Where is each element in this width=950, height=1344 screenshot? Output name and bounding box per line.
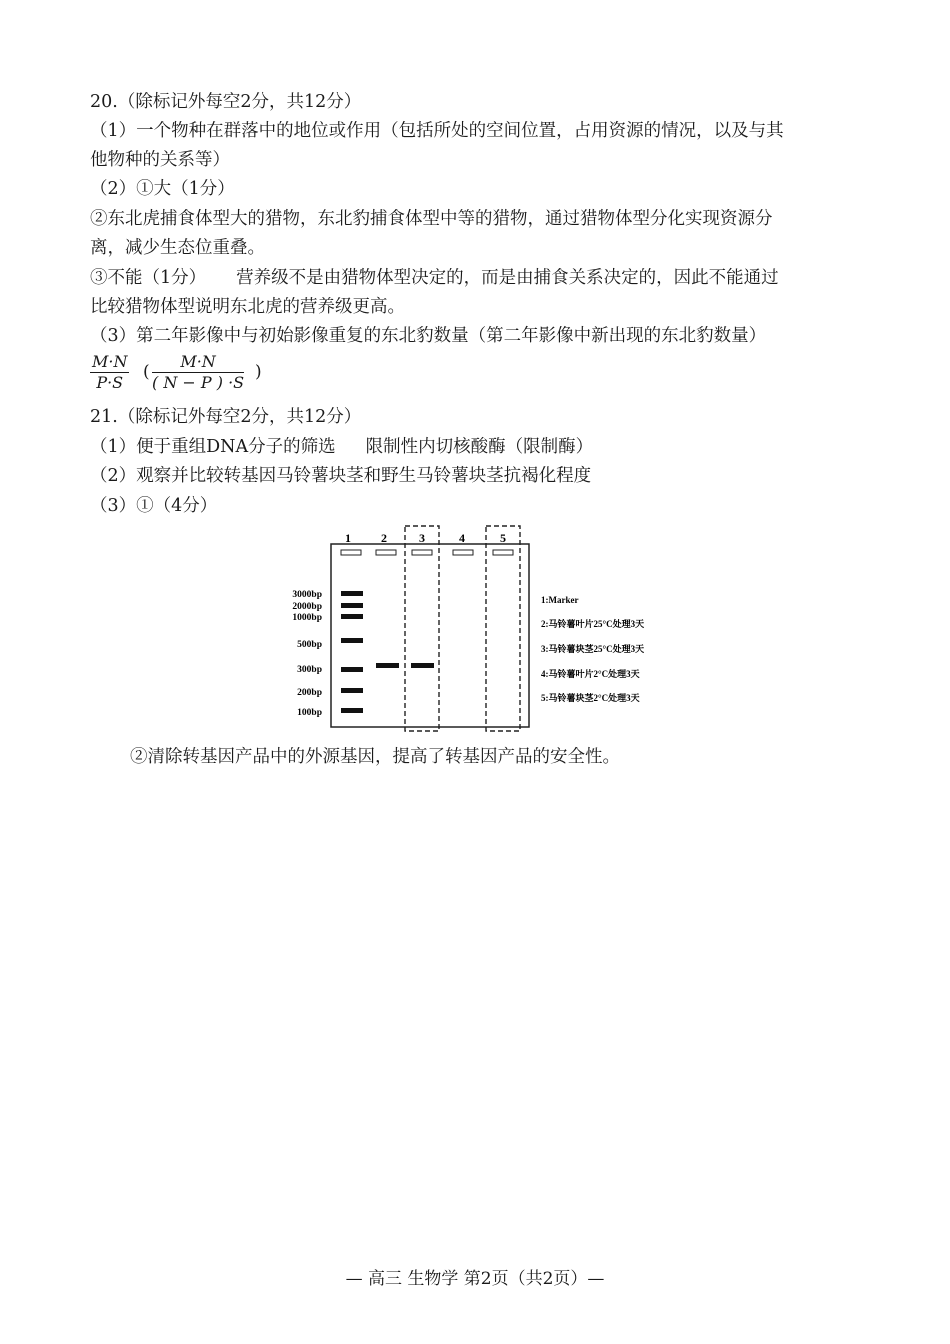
q20-header: 20.（除标记外每空2分，共12分） (90, 92, 362, 112)
marker-band-100bp (341, 708, 363, 713)
well-2 (376, 550, 396, 555)
q20-part2-answer3-reason: 营养级不是由猎物体型决定的，而是由捕食关系决定的，因此不能通过 (236, 268, 779, 288)
q21-part2: （2）观察并比较转基因马铃薯块茎和野生马铃薯块茎抗褐化程度 (90, 466, 592, 486)
q20-part2-answer2-line2: 离，减少生态位重叠。 (90, 238, 265, 258)
marker-label-1000bp: 1000bp (292, 613, 322, 623)
legend-item-2: 2:马铃薯叶片25°C处理3天 (541, 619, 645, 629)
q21-part1 (90, 435, 593, 459)
marker-band-3000bp (341, 591, 363, 596)
formula-2 (152, 352, 244, 393)
formula-2-numerator: M·N (152, 352, 244, 373)
legend-item-5: 5:马铃薯块茎2°C处理3天 (541, 693, 640, 703)
well-1 (341, 550, 361, 555)
formula-1 (90, 352, 129, 393)
q20-part1-line1: （1）一个物种在群落中的地位或作用（包括所处的空间位置，占用资源的情况，以及与其 (90, 121, 784, 141)
marker-band-300bp (341, 667, 363, 672)
q20-part2-answer3-line2: 比较猎物体型说明东北虎的营养级更高。 (90, 297, 405, 317)
formula-2-close-paren: ) (255, 362, 262, 382)
q20-part1-line2: 他物种的关系等） (90, 150, 230, 170)
lane-label-4: 4 (459, 531, 465, 545)
marker-band-2000bp (341, 603, 363, 608)
lane-label-3: 3 (419, 531, 425, 545)
marker-label-200bp: 200bp (297, 688, 322, 698)
sample-band-lane-2 (376, 663, 399, 668)
well-4 (453, 550, 473, 555)
gel-electrophoresis-diagram (280, 524, 680, 734)
marker-label-100bp: 100bp (297, 708, 322, 718)
well-3 (412, 550, 432, 555)
lane-label-2: 2 (381, 531, 387, 545)
lane-label-1: 1 (345, 531, 351, 545)
sample-band-lane-3 (411, 663, 434, 668)
legend-item-3: 3:马铃薯块茎25°C处理3天 (541, 644, 645, 654)
formula-1-numerator: M·N (92, 352, 128, 371)
marker-label-3000bp: 3000bp (292, 590, 322, 600)
q20-part2-answer2-line1: ②东北虎捕食体型大的猎物，东北豹捕食体型中等的猎物，通过猎物体型分化实现资源分 (90, 209, 773, 229)
marker-band-500bp (341, 638, 363, 643)
dashed-box-lane-5 (486, 526, 520, 731)
lane-label-5: 5 (500, 531, 506, 545)
legend-item-1: 1:Marker (541, 595, 579, 605)
marker-label-300bp: 300bp (297, 665, 322, 675)
legend-item-4: 4:马铃薯叶片2°C处理3天 (541, 669, 640, 679)
q20-part2-answer3-line1 (90, 266, 779, 290)
marker-band-200bp (341, 688, 363, 693)
marker-label-500bp: 500bp (297, 640, 322, 650)
q21-part3-answer2: ②清除转基因产品中的外源基因，提高了转基因产品的安全性。 (130, 747, 620, 767)
gel-frame (331, 544, 529, 727)
dashed-box-lane-3 (405, 526, 439, 731)
formula-2-denominator: ( N − P ) ·S (152, 373, 245, 392)
q21-part3: （3）①（4分） (90, 496, 218, 516)
formula-1-denominator: P·S (96, 373, 124, 392)
q21-part1-answer2: 限制性内切核酸酶（限制酶） (365, 437, 594, 457)
q20-part2-answer1: （2）①大（1分） (90, 179, 235, 199)
marker-band-1000bp (341, 614, 363, 619)
well-5 (493, 550, 513, 555)
q20-part2-answer3-verdict: ③不能（1分） (90, 268, 207, 288)
page-footer: — 高三 生物学 第2页（共2页）— (345, 1269, 605, 1289)
q21-part1-answer1: （1）便于重组DNA分子的筛选 (90, 437, 336, 457)
q21-header: 21.（除标记外每空2分，共12分） (90, 407, 362, 427)
marker-label-2000bp: 2000bp (292, 602, 322, 612)
q20-part3: （3）第二年影像中与初始影像重复的东北豹数量（第二年影像中新出现的东北豹数量） (90, 326, 767, 346)
formula-2-open-paren: ( (143, 362, 150, 382)
